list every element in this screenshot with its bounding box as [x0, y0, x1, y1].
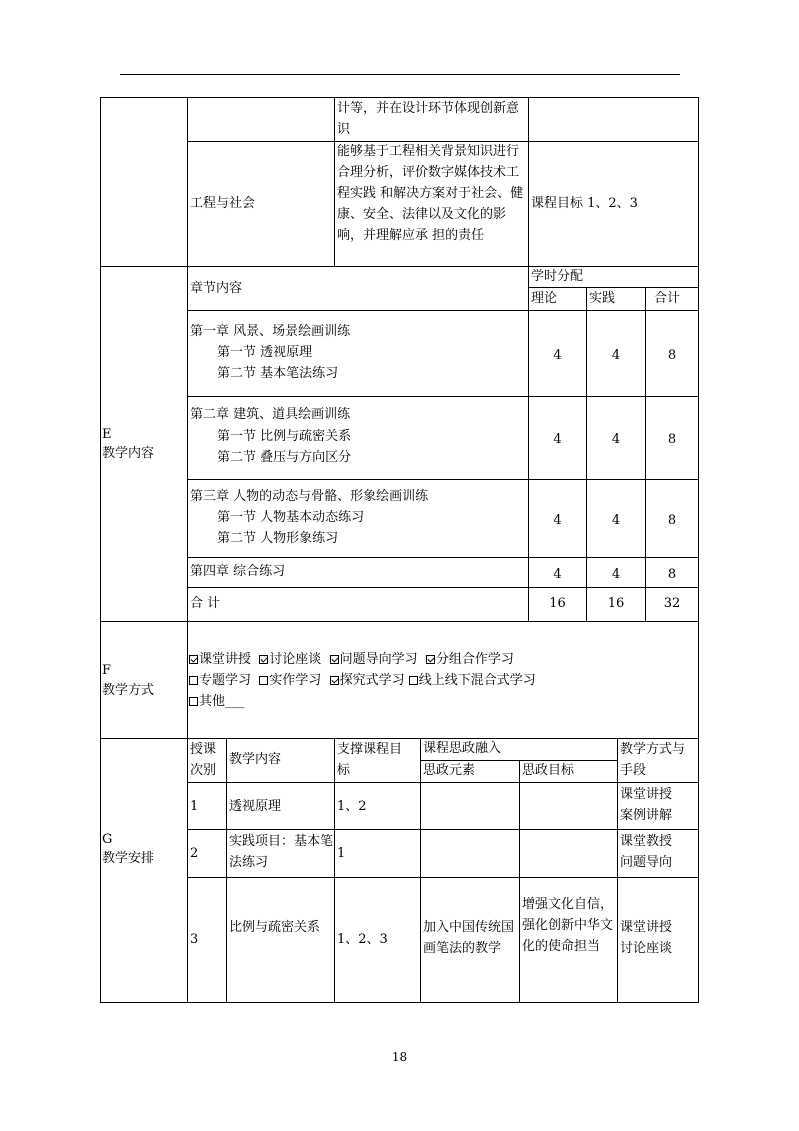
option-lecture[interactable]	[189, 649, 251, 670]
total-hours: 8	[667, 348, 677, 363]
engineering-society-target: 课程目标 1、2、3	[531, 196, 638, 211]
session-number: 3	[190, 932, 199, 947]
table-border	[100, 621, 699, 622]
option-label: 线上线下混合式学习	[418, 673, 536, 688]
ideology-header: 课程思政融入	[423, 741, 502, 756]
option-label: 讨论座谈	[269, 652, 322, 667]
table-border	[100, 1002, 699, 1003]
table-border	[187, 266, 188, 621]
session-method: 课堂教授问题导向	[620, 834, 673, 870]
chapter-title: 第四章 综合练习	[190, 564, 286, 579]
option-other[interactable]	[189, 691, 245, 712]
section-e-letter: E	[102, 427, 112, 442]
sum-label: 合 计	[190, 596, 221, 611]
checkbox-empty-icon[interactable]	[409, 676, 418, 685]
practice-hours: 4	[611, 513, 621, 528]
section-f-label: 教学方式	[102, 683, 155, 698]
sum-practice: 16	[607, 596, 625, 611]
session-support: 1、2	[337, 799, 367, 814]
option-inquiry[interactable]	[330, 670, 405, 691]
session-method: 课堂讲授讨论座谈	[620, 920, 673, 956]
page-number-text: 18	[391, 1050, 408, 1064]
table-border	[187, 479, 699, 480]
option-problem-based[interactable]	[330, 649, 418, 670]
option-label: 分组合作学习	[435, 652, 514, 667]
chapter-section: 第一节 人物基本动态练习	[217, 510, 365, 525]
section-e-label: 教学内容	[102, 446, 155, 461]
theory-header: 理论	[531, 291, 558, 306]
engineering-society-description: 能够基于工程相关背景知识进行合理分析，评价数字媒体技术工程实践 和解决方案对于社会、健康、安全、法律以及文化的影响，并理解应承 担的责任	[337, 144, 524, 243]
table-border	[100, 266, 699, 267]
chapter-section: 第二节 基本笔法练习	[217, 366, 339, 381]
table-border	[187, 396, 699, 397]
option-blended[interactable]	[409, 670, 536, 691]
practice-hours: 4	[611, 567, 621, 582]
total-hours: 8	[667, 567, 677, 582]
checkbox-checked-icon[interactable]	[189, 655, 198, 664]
page-number	[0, 1050, 799, 1064]
support-target-header: 支撑课程目标	[337, 742, 403, 778]
option-label: 专题学习	[199, 673, 252, 688]
option-discussion[interactable]	[259, 649, 321, 670]
checkbox-checked-icon[interactable]	[426, 655, 435, 664]
section-g-letter: G	[102, 832, 113, 847]
theory-hours: 4	[553, 567, 562, 582]
option-label: 实作学习	[269, 673, 322, 688]
chapter-title: 第二章 建筑、道具绘画训练	[190, 407, 351, 422]
teaching-method-line-1	[189, 649, 514, 670]
session-support: 1	[337, 846, 346, 861]
table-border	[187, 97, 188, 266]
chapter-content-header: 章节内容	[190, 281, 243, 296]
table-border	[187, 877, 699, 878]
session-support: 1、2、3	[337, 932, 388, 947]
table-border	[187, 829, 699, 830]
ideology-goal-header: 思政目标	[522, 763, 575, 778]
session-method: 课堂讲授案例讲解	[620, 787, 673, 823]
capability-description-cont: 计等，并在设计环节体现创新意识	[337, 101, 520, 137]
table-border	[519, 760, 520, 1003]
section-g-label: 教学安排	[102, 851, 155, 866]
table-border	[187, 557, 699, 558]
chapter-title: 第一章 风景、场景绘画训练	[190, 324, 351, 339]
header-rule	[120, 74, 680, 75]
chapter-title: 第三章 人物的动态与骨骼、形象绘画训练	[190, 489, 429, 504]
table-border	[420, 738, 421, 1003]
checkbox-checked-icon[interactable]	[330, 655, 339, 664]
table-border	[528, 97, 529, 266]
sum-theory: 16	[549, 596, 566, 611]
ideology-element: 加入中国传统国画笔法的教学	[423, 920, 515, 956]
practice-header: 实践	[589, 291, 616, 306]
practice-hours: 4	[611, 432, 621, 447]
table-border	[334, 97, 335, 266]
practice-hours: 4	[611, 348, 621, 363]
total-header: 合计	[654, 291, 681, 306]
theory-hours: 4	[553, 513, 562, 528]
table-border	[187, 782, 699, 783]
section-f-letter: F	[102, 663, 112, 678]
teaching-method-line-3	[189, 691, 245, 712]
total-hours: 8	[667, 513, 677, 528]
session-content: 透视原理	[229, 799, 282, 814]
table-border	[334, 738, 335, 1003]
theory-hours: 4	[553, 432, 562, 447]
checkbox-checked-icon[interactable]	[259, 655, 268, 664]
total-hours: 8	[667, 432, 677, 447]
table-border	[226, 738, 227, 1003]
ideology-element-header: 思政元素	[423, 763, 476, 778]
content-header: 教学内容	[229, 752, 282, 767]
option-label: 其他___	[199, 694, 245, 709]
session-number: 1	[190, 799, 199, 814]
method-header: 教学方式与手段	[620, 742, 686, 778]
session-header: 授课次别	[190, 742, 217, 778]
table-border	[187, 587, 699, 588]
ideology-goal: 增强文化自信，强化创新中华文化的使命担当	[522, 897, 614, 954]
session-number: 2	[190, 846, 199, 861]
engineering-society-label: 工程与社会	[190, 196, 256, 211]
checkbox-empty-icon[interactable]	[189, 676, 198, 685]
table-border	[698, 97, 699, 1003]
option-topic-study[interactable]	[189, 670, 251, 691]
option-label: 课堂讲授	[199, 652, 252, 667]
session-content: 实践项目：基本笔法练习	[229, 834, 334, 870]
table-border	[187, 621, 188, 738]
chapter-section: 第二节 叠压与方向区分	[217, 450, 352, 465]
hours-allocation-header: 学时分配	[531, 269, 584, 284]
table-border	[187, 738, 188, 1003]
theory-hours: 4	[553, 348, 562, 363]
option-practical[interactable]	[259, 670, 321, 691]
teaching-method-line-2	[189, 670, 536, 691]
checkbox-checked-icon[interactable]	[330, 676, 339, 685]
sum-total: 32	[663, 596, 681, 611]
option-label: 问题导向学习	[339, 652, 418, 667]
table-border	[100, 97, 101, 1003]
option-group-cooperation[interactable]	[426, 649, 514, 670]
chapter-section: 第二节 人物形象练习	[217, 531, 339, 546]
checkbox-empty-icon[interactable]	[189, 697, 198, 706]
chapter-section: 第一节 透视原理	[217, 345, 313, 360]
option-label: 探究式学习	[339, 673, 405, 688]
chapter-section: 第一节 比例与疏密关系	[217, 429, 352, 444]
checkbox-empty-icon[interactable]	[259, 676, 268, 685]
session-content: 比例与疏密关系	[229, 920, 321, 935]
table-border	[187, 310, 699, 311]
table-border	[617, 738, 618, 1003]
